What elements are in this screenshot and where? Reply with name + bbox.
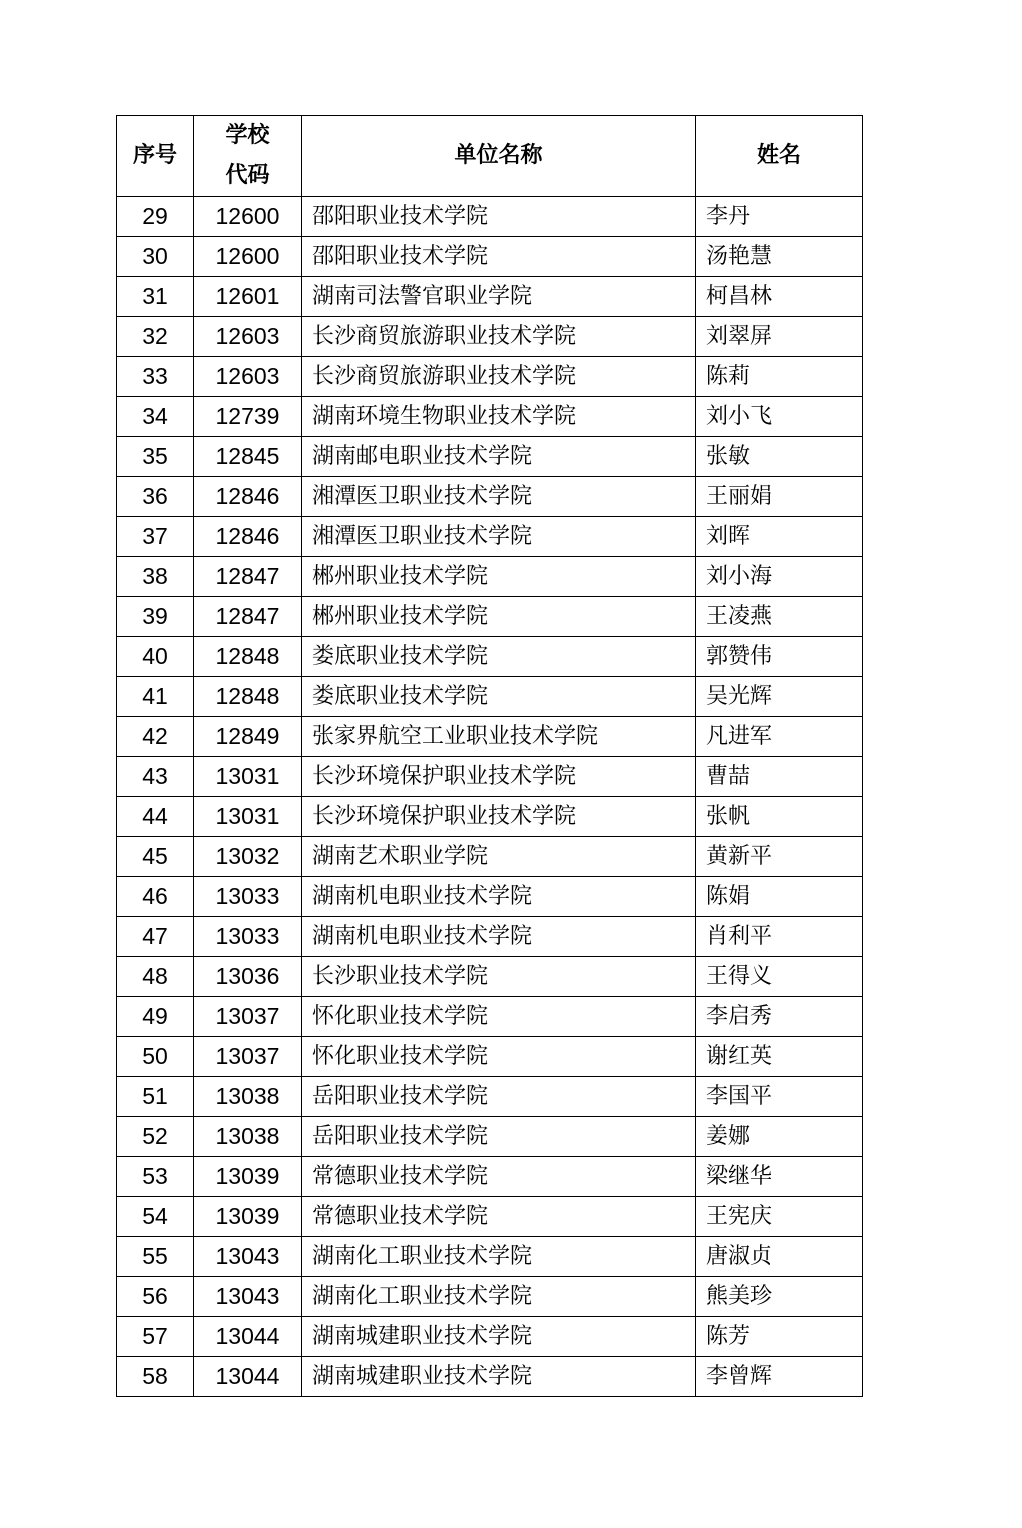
- cell-seq: 53: [117, 1157, 194, 1197]
- cell-school-code: 13044: [194, 1317, 302, 1357]
- cell-seq: 49: [117, 997, 194, 1037]
- table-row: [117, 1117, 863, 1157]
- cell-school-code: 12847: [194, 597, 302, 637]
- table-body: [117, 197, 863, 1397]
- table-row: [117, 317, 863, 357]
- cell-school-code: 12846: [194, 477, 302, 517]
- cell-seq: 50: [117, 1037, 194, 1077]
- cell-unit-name: 长沙商贸旅游职业技术学院: [302, 317, 696, 357]
- table-row: [117, 557, 863, 597]
- cell-person-name: 黄新平: [696, 837, 863, 877]
- cell-person-name: 熊美珍: [696, 1277, 863, 1317]
- table-row: [117, 1197, 863, 1237]
- cell-seq: 34: [117, 397, 194, 437]
- cell-person-name: 陈娟: [696, 877, 863, 917]
- cell-unit-name: 湖南艺术职业学院: [302, 837, 696, 877]
- cell-person-name: 李丹: [696, 197, 863, 237]
- cell-unit-name: 湖南机电职业技术学院: [302, 877, 696, 917]
- table-row: [117, 277, 863, 317]
- cell-unit-name: 湘潭医卫职业技术学院: [302, 517, 696, 557]
- cell-unit-name: 岳阳职业技术学院: [302, 1077, 696, 1117]
- cell-person-name: 王凌燕: [696, 597, 863, 637]
- cell-unit-name: 邵阳职业技术学院: [302, 237, 696, 277]
- table-row: [117, 757, 863, 797]
- cell-school-code: 13031: [194, 797, 302, 837]
- cell-person-name: 刘晖: [696, 517, 863, 557]
- table-row: [117, 1277, 863, 1317]
- table-row: [117, 237, 863, 277]
- cell-seq: 40: [117, 637, 194, 677]
- cell-person-name: 陈莉: [696, 357, 863, 397]
- table-row: [117, 437, 863, 477]
- cell-person-name: 陈芳: [696, 1317, 863, 1357]
- cell-person-name: 姜娜: [696, 1117, 863, 1157]
- cell-school-code: 12849: [194, 717, 302, 757]
- table-row: [117, 517, 863, 557]
- cell-unit-name: 湖南城建职业技术学院: [302, 1357, 696, 1397]
- cell-person-name: 李曾辉: [696, 1357, 863, 1397]
- cell-unit-name: 怀化职业技术学院: [302, 1037, 696, 1077]
- cell-school-code: 12848: [194, 637, 302, 677]
- cell-school-code: 12603: [194, 317, 302, 357]
- table-row: [117, 1317, 863, 1357]
- table-row: [117, 917, 863, 957]
- cell-person-name: 梁继华: [696, 1157, 863, 1197]
- cell-person-name: 刘小海: [696, 557, 863, 597]
- table-row: [117, 597, 863, 637]
- cell-seq: 29: [117, 197, 194, 237]
- cell-person-name: 吴光辉: [696, 677, 863, 717]
- cell-seq: 46: [117, 877, 194, 917]
- cell-unit-name: 张家界航空工业职业技术学院: [302, 717, 696, 757]
- cell-school-code: 13038: [194, 1117, 302, 1157]
- cell-person-name: 郭赞伟: [696, 637, 863, 677]
- cell-school-code: 12847: [194, 557, 302, 597]
- cell-seq: 41: [117, 677, 194, 717]
- cell-seq: 54: [117, 1197, 194, 1237]
- cell-seq: 56: [117, 1277, 194, 1317]
- cell-school-code: 12601: [194, 277, 302, 317]
- cell-unit-name: 邵阳职业技术学院: [302, 197, 696, 237]
- cell-unit-name: 常德职业技术学院: [302, 1197, 696, 1237]
- cell-seq: 35: [117, 437, 194, 477]
- cell-person-name: 汤艳慧: [696, 237, 863, 277]
- cell-school-code: 13037: [194, 997, 302, 1037]
- cell-unit-name: 娄底职业技术学院: [302, 677, 696, 717]
- cell-seq: 45: [117, 837, 194, 877]
- cell-seq: 38: [117, 557, 194, 597]
- cell-school-code: 13036: [194, 957, 302, 997]
- personnel-table-container: [116, 115, 863, 1397]
- cell-unit-name: 娄底职业技术学院: [302, 637, 696, 677]
- cell-unit-name: 常德职业技术学院: [302, 1157, 696, 1197]
- cell-school-code: 13032: [194, 837, 302, 877]
- cell-seq: 30: [117, 237, 194, 277]
- table-row: [117, 1157, 863, 1197]
- personnel-table: [116, 115, 863, 1397]
- cell-unit-name: 湘潭医卫职业技术学院: [302, 477, 696, 517]
- cell-school-code: 12846: [194, 517, 302, 557]
- cell-person-name: 唐淑贞: [696, 1237, 863, 1277]
- cell-school-code: 12739: [194, 397, 302, 437]
- header-unit-name: 单位名称: [302, 116, 696, 197]
- cell-seq: 39: [117, 597, 194, 637]
- header-person-name: 姓名: [696, 116, 863, 197]
- table-row: [117, 1357, 863, 1397]
- cell-school-code: 13043: [194, 1237, 302, 1277]
- cell-person-name: 王得义: [696, 957, 863, 997]
- table-header: [117, 116, 863, 197]
- cell-unit-name: 长沙职业技术学院: [302, 957, 696, 997]
- cell-unit-name: 郴州职业技术学院: [302, 557, 696, 597]
- cell-unit-name: 长沙商贸旅游职业技术学院: [302, 357, 696, 397]
- cell-person-name: 李启秀: [696, 997, 863, 1037]
- cell-school-code: 12600: [194, 237, 302, 277]
- table-row: [117, 1237, 863, 1277]
- cell-unit-name: 湖南环境生物职业技术学院: [302, 397, 696, 437]
- table-row: [117, 357, 863, 397]
- cell-person-name: 王丽娟: [696, 477, 863, 517]
- cell-seq: 48: [117, 957, 194, 997]
- cell-seq: 47: [117, 917, 194, 957]
- header-school-code: [194, 116, 302, 197]
- cell-school-code: 12848: [194, 677, 302, 717]
- cell-person-name: 曹喆: [696, 757, 863, 797]
- table-row: [117, 397, 863, 437]
- header-row: [117, 116, 863, 197]
- cell-person-name: 张帆: [696, 797, 863, 837]
- cell-school-code: 13039: [194, 1157, 302, 1197]
- cell-person-name: 王宪庆: [696, 1197, 863, 1237]
- table-row: [117, 677, 863, 717]
- table-row: [117, 477, 863, 517]
- cell-unit-name: 湖南化工职业技术学院: [302, 1237, 696, 1277]
- cell-unit-name: 岳阳职业技术学院: [302, 1117, 696, 1157]
- cell-unit-name: 湖南司法警官职业学院: [302, 277, 696, 317]
- cell-unit-name: 怀化职业技术学院: [302, 997, 696, 1037]
- cell-school-code: 13039: [194, 1197, 302, 1237]
- cell-school-code: 12603: [194, 357, 302, 397]
- header-seq: 序号: [117, 116, 194, 197]
- cell-seq: 55: [117, 1237, 194, 1277]
- cell-person-name: 李国平: [696, 1077, 863, 1117]
- cell-school-code: 13037: [194, 1037, 302, 1077]
- cell-unit-name: 长沙环境保护职业技术学院: [302, 797, 696, 837]
- cell-unit-name: 湖南机电职业技术学院: [302, 917, 696, 957]
- cell-seq: 31: [117, 277, 194, 317]
- table-row: [117, 797, 863, 837]
- cell-person-name: 谢红英: [696, 1037, 863, 1077]
- cell-seq: 52: [117, 1117, 194, 1157]
- cell-unit-name: 湖南城建职业技术学院: [302, 1317, 696, 1357]
- table-row: [117, 877, 863, 917]
- table-row: [117, 717, 863, 757]
- table-row: [117, 1077, 863, 1117]
- cell-person-name: 凡进军: [696, 717, 863, 757]
- table-row: [117, 637, 863, 677]
- cell-school-code: 13031: [194, 757, 302, 797]
- cell-unit-name: 湖南化工职业技术学院: [302, 1277, 696, 1317]
- table-row: [117, 997, 863, 1037]
- cell-unit-name: 长沙环境保护职业技术学院: [302, 757, 696, 797]
- table-row: [117, 1037, 863, 1077]
- header-school-code-line1: 学校: [225, 123, 270, 148]
- cell-unit-name: 湖南邮电职业技术学院: [302, 437, 696, 477]
- table-row: [117, 837, 863, 877]
- cell-seq: 37: [117, 517, 194, 557]
- cell-seq: 42: [117, 717, 194, 757]
- cell-seq: 36: [117, 477, 194, 517]
- cell-seq: 57: [117, 1317, 194, 1357]
- cell-seq: 44: [117, 797, 194, 837]
- header-school-code-line2: 代码: [225, 163, 270, 188]
- cell-seq: 32: [117, 317, 194, 357]
- cell-unit-name: 郴州职业技术学院: [302, 597, 696, 637]
- table-row: [117, 957, 863, 997]
- cell-school-code: 13044: [194, 1357, 302, 1397]
- cell-school-code: 13033: [194, 917, 302, 957]
- cell-person-name: 柯昌林: [696, 277, 863, 317]
- cell-person-name: 肖利平: [696, 917, 863, 957]
- cell-seq: 43: [117, 757, 194, 797]
- cell-school-code: 12600: [194, 197, 302, 237]
- cell-school-code: 13043: [194, 1277, 302, 1317]
- cell-seq: 58: [117, 1357, 194, 1397]
- cell-person-name: 张敏: [696, 437, 863, 477]
- table-row: [117, 197, 863, 237]
- cell-school-code: 13038: [194, 1077, 302, 1117]
- cell-school-code: 13033: [194, 877, 302, 917]
- cell-person-name: 刘翠屏: [696, 317, 863, 357]
- cell-seq: 33: [117, 357, 194, 397]
- cell-person-name: 刘小飞: [696, 397, 863, 437]
- cell-seq: 51: [117, 1077, 194, 1117]
- cell-school-code: 12845: [194, 437, 302, 477]
